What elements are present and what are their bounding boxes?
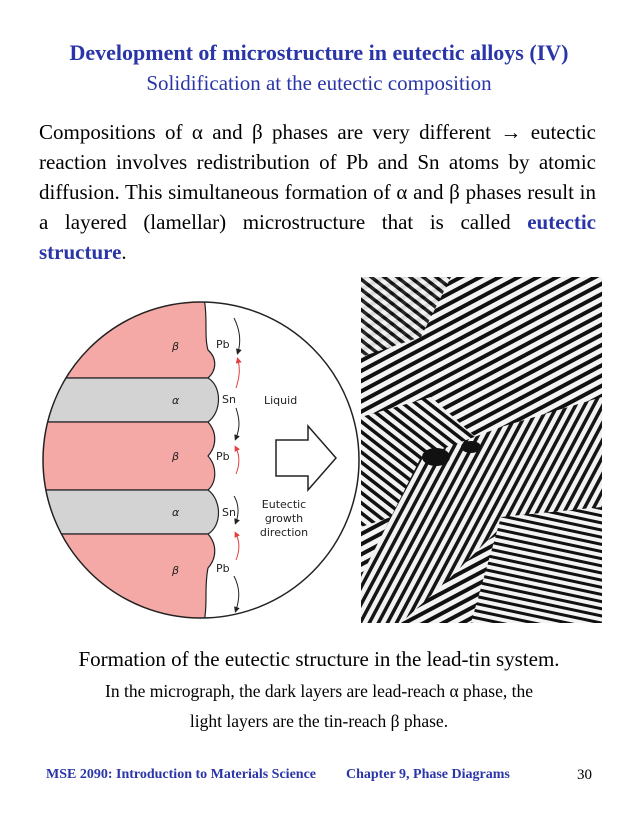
element-label: Sn xyxy=(222,506,236,519)
footer-course: MSE 2090: Introduction to Materials Science xyxy=(46,767,316,782)
layer-label: α xyxy=(172,394,180,407)
alpha-layer-2 xyxy=(36,490,219,534)
beta-layer-2 xyxy=(36,422,215,490)
growth-label: Eutectic xyxy=(261,498,307,511)
caption-line-1: Formation of the eutectic structure in the lead-tin system. xyxy=(78,647,560,671)
element-label: Pb xyxy=(216,338,230,351)
beta-layer-1 xyxy=(36,298,215,378)
caption-line-3: light layers are the tin-reach β phase. xyxy=(189,711,449,731)
alpha-layer-1 xyxy=(36,378,219,422)
layer-label: α xyxy=(172,506,180,519)
liquid-label: Liquid xyxy=(264,394,298,407)
page-number: 30 xyxy=(577,767,592,783)
paragraph-text: Compositions of α and β phases are very different → eutectic reaction involves redistribution of Pb and Sn atoms by atomic diffusion. This simultaneous formation of α and β phases result in a layered (lamellar) microstructure that is called xyxy=(39,120,596,234)
element-label: Pb xyxy=(216,450,230,463)
body-paragraph xyxy=(39,117,596,267)
slide-title: Development of microstructure in eutectic alloys (IV) xyxy=(69,40,569,65)
eutectic-structure-term: eutectic structure xyxy=(39,210,596,264)
footer-chapter: Chapter 9, Phase Diagrams xyxy=(346,767,510,782)
beta-layer-3 xyxy=(36,534,215,623)
caption-line-2: In the micrograph, the dark layers are lead-reach α phase, the xyxy=(105,681,533,701)
growth-label: growth xyxy=(264,512,304,525)
element-label: Pb xyxy=(216,562,230,575)
growth-label: direction xyxy=(259,526,309,539)
paragraph-end: . xyxy=(121,240,127,264)
layer-label: β xyxy=(172,564,180,577)
slide-subtitle: Solidification at the eutectic composition xyxy=(146,71,492,95)
eutectic-growth-diagram xyxy=(36,298,366,623)
layer-label: β xyxy=(172,340,180,353)
micrograph-image xyxy=(361,277,602,623)
element-label: Sn xyxy=(222,393,236,406)
layer-label: β xyxy=(172,450,180,463)
